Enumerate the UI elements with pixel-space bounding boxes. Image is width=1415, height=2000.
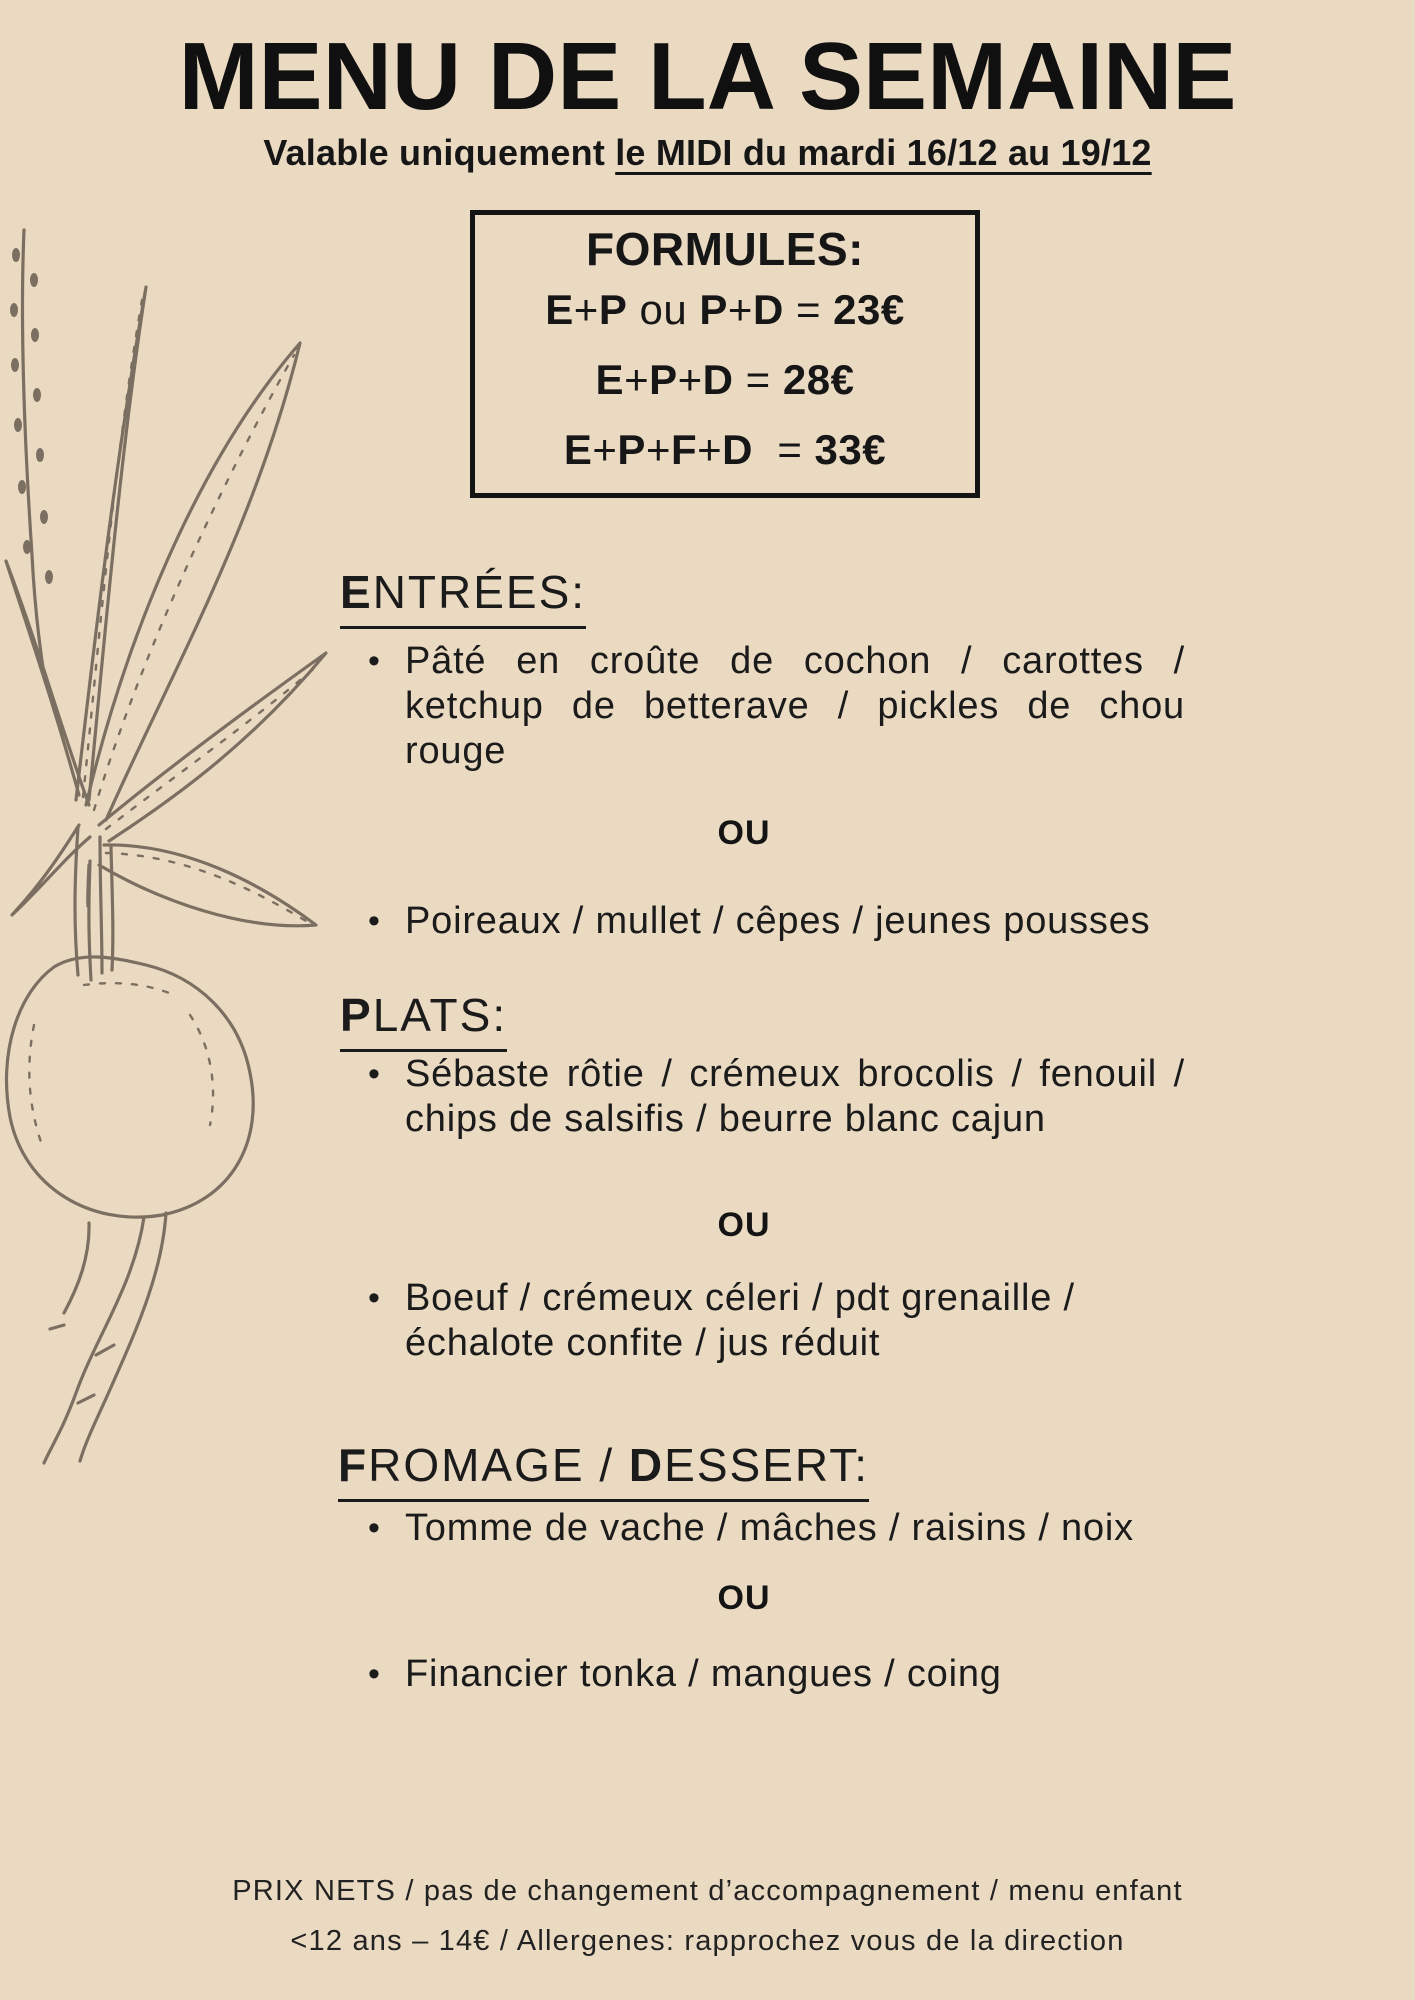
formule-line-3 — [475, 415, 975, 485]
beet-bulb — [7, 957, 254, 1217]
text-segment: + — [645, 426, 671, 473]
bold-segment: E — [545, 286, 574, 333]
formule-line-2 — [475, 345, 975, 415]
text-segment: = — [783, 286, 834, 333]
bold-segment: F — [670, 426, 698, 473]
bold-segment: 28€ — [782, 356, 855, 403]
bullet-marker: • — [368, 1509, 380, 1547]
menu-item-line: Sébaste rôtie / crémeux brocolis / fenouil / — [405, 1053, 1185, 1095]
section-heading-plats — [340, 989, 507, 1052]
bold-segment: E — [595, 356, 625, 403]
bullet-marker: • — [368, 1655, 380, 1693]
bold-segment: P — [617, 426, 646, 473]
bullet-marker: • — [368, 1055, 380, 1093]
menu-item-line: Poireaux / mullet / cêpes / jeunes pousses — [405, 900, 1151, 942]
menu-item-fromage-dessert-1 — [368, 1506, 1185, 1551]
section-heading-entrees — [340, 566, 586, 629]
subtitle-underlined-dates: le MIDI du mardi 16/12 au 19/12 — [615, 132, 1152, 173]
menu-item-line: Financier tonka / mangues / coing — [405, 1653, 1002, 1695]
text-segment: LATS: — [372, 989, 508, 1041]
formules-box — [470, 210, 980, 498]
menu-item-entrees-1 — [368, 639, 1185, 774]
menu-item-line: Tomme de vache / mâches / raisins / noix — [405, 1507, 1134, 1549]
bold-segment: P — [699, 286, 728, 333]
ou-separator-entrees: OU — [717, 814, 771, 852]
section-heading-fromage-dessert — [338, 1439, 869, 1502]
menu-item-text — [405, 899, 1185, 944]
menu-item-line: Boeuf / crémeux céleri / pdt grenaille / — [405, 1277, 1075, 1319]
menu-item-line: échalote confite / jus réduit — [405, 1322, 881, 1364]
bullet-marker: • — [368, 902, 380, 940]
ou-separator-plats: OU — [717, 1206, 771, 1244]
menu-item-fromage-dessert-3 — [368, 1652, 1185, 1697]
bold-segment: D — [628, 1439, 665, 1491]
bullet-marker: • — [368, 642, 380, 680]
menu-item-text — [405, 1052, 1185, 1142]
menu-item-text — [405, 1652, 1185, 1697]
text-segment: = — [733, 356, 783, 403]
footer-line-1: PRIX NETS / pas de changement d’accompagnement / menu enfant — [232, 1875, 1183, 1907]
menu-item-plats-1 — [368, 1052, 1185, 1142]
bold-segment: E — [563, 426, 593, 473]
bold-segment: F — [338, 1439, 369, 1491]
bold-segment: E — [340, 566, 373, 618]
menu-item-line: chips de salsifis / beurre blanc cajun — [405, 1098, 1046, 1140]
footer-line-2: <12 ans – 14€ / Allergenes: rapprochez vous de la direction — [290, 1925, 1125, 1957]
bold-segment: D — [722, 426, 753, 473]
menu-item-line: Pâté en croûte de cochon / carottes / — [405, 640, 1185, 682]
bold-segment: 33€ — [814, 426, 887, 473]
text-segment: ROMAGE / — [368, 1439, 629, 1491]
page-title: MENU DE LA SEMAINE — [178, 23, 1237, 130]
text-segment: ESSERT: — [664, 1439, 870, 1491]
menu-item-entrees-3 — [368, 899, 1185, 944]
bold-segment: P — [340, 989, 373, 1041]
bold-segment: D — [702, 356, 734, 403]
bold-segment: 23€ — [833, 286, 905, 333]
text-segment: + — [592, 426, 618, 473]
formule-line-1 — [475, 275, 975, 345]
beet-plant-illustration — [0, 225, 336, 1470]
validity-subtitle — [0, 132, 1415, 174]
text-segment: = — [753, 426, 815, 473]
menu-item-line: ketchup de betterave / pickles de chou — [405, 685, 1185, 727]
menu-item-line: rouge — [405, 730, 507, 772]
menu-item-text — [405, 1276, 1185, 1366]
bullet-marker: • — [368, 1279, 380, 1317]
text-segment: + — [727, 286, 753, 333]
text-segment: ou — [627, 286, 700, 333]
subtitle-prefix: Valable uniquement — [263, 132, 616, 173]
formules-heading: FORMULES: — [586, 223, 864, 275]
menu-item-plats-3 — [368, 1276, 1185, 1366]
ou-separator-fromage-dessert: OU — [717, 1579, 771, 1617]
menu-item-text — [405, 1506, 1185, 1551]
beet-leaves — [6, 287, 326, 926]
text-segment: + — [697, 426, 723, 473]
menu-item-text — [405, 639, 1185, 774]
beet-taproot — [44, 1213, 166, 1463]
text-segment: + — [624, 356, 650, 403]
formules-lines — [475, 275, 975, 485]
bold-segment: P — [649, 356, 678, 403]
bold-segment: P — [598, 286, 628, 333]
text-segment: NTRÉES: — [372, 566, 587, 618]
bold-segment: D — [752, 286, 784, 333]
text-segment: + — [677, 356, 703, 403]
footer-note — [0, 1866, 1415, 1966]
text-segment: + — [573, 286, 599, 333]
